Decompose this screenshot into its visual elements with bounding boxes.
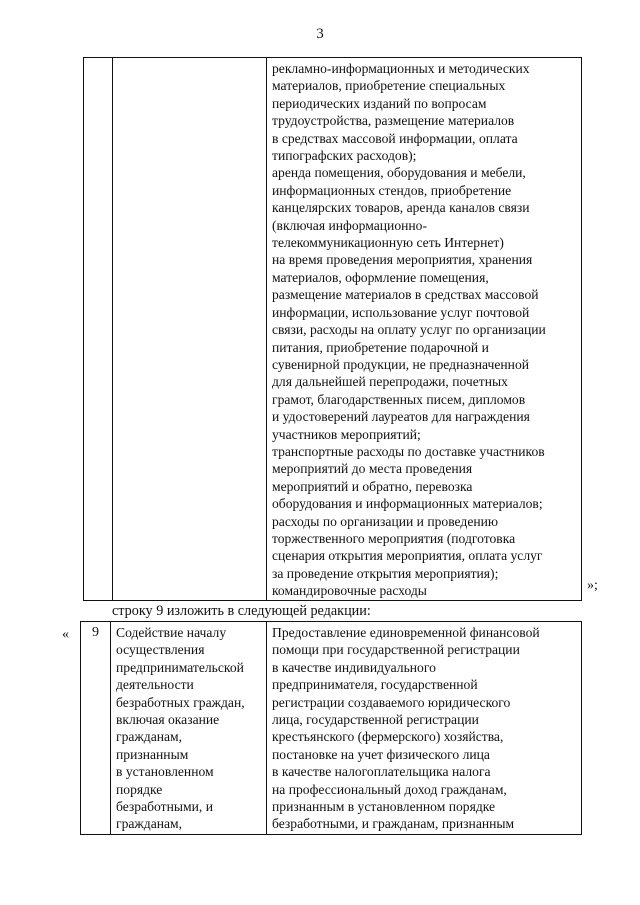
- measures-table-continued: [83, 57, 582, 601]
- measure-description: [267, 58, 581, 600]
- text-line: Содействие началу: [116, 625, 227, 640]
- text-line: мероприятий и обратно, перевозка: [272, 478, 473, 494]
- text-line: телекоммуникационную сеть Интернет): [272, 235, 504, 251]
- row-number-cell: [84, 58, 113, 601]
- amendment-instruction: строку 9 изложить в следующей редакции:: [112, 603, 371, 619]
- row-number: [84, 58, 112, 60]
- text-line: материалов, приобретение специальных: [272, 78, 506, 94]
- text-line: в средствах массовой информации, оплата: [272, 130, 518, 146]
- text-line: порядке: [116, 781, 163, 797]
- measure-name-cell: [113, 58, 267, 601]
- text-line: безработными, и: [116, 799, 213, 815]
- text-line: на профессиональный доход гражданам,: [272, 781, 507, 797]
- text-line: в установленном: [116, 764, 214, 780]
- text-line: безработных граждан,: [116, 694, 245, 710]
- text-line: грамот, благодарственных писем, дипломов: [272, 391, 526, 407]
- text-line: (включая информационно-: [272, 217, 428, 233]
- text-line: включая оказание: [116, 712, 220, 728]
- text-line: регистрации создаваемого юридического: [272, 694, 511, 710]
- text-line: и удостоверений лауреатов для награждения: [272, 409, 530, 425]
- text-line: информационных стендов, приобретение: [272, 182, 512, 198]
- text-line: осуществления: [116, 642, 205, 658]
- measure-description: [267, 622, 581, 833]
- text-line: периодических изданий по вопросам: [272, 95, 487, 111]
- text-line: постановке на учет физического лица: [272, 746, 490, 762]
- text-line: помощи при государственной регистрации: [272, 642, 520, 658]
- text-line: мероприятий до места проведения: [272, 461, 473, 477]
- text-line: расходы по организации и проведению: [272, 513, 499, 529]
- text-line: сувенирной продукции, не предназначенной: [272, 356, 530, 372]
- closing-quote: »;: [587, 578, 598, 593]
- text-line: предпринимательской: [116, 659, 244, 675]
- text-line: безработными, и гражданам, признанным: [272, 816, 515, 832]
- text-line: признанным: [116, 746, 189, 762]
- text-line: в качестве индивидуального: [272, 659, 436, 675]
- text-line: на время проведения мероприятия, хранения: [272, 252, 533, 268]
- text-line: торжественного мероприятия (подготовка: [272, 530, 516, 546]
- measure-name-cell: [111, 622, 267, 835]
- text-line: питания, приобретение подарочной и: [272, 339, 489, 355]
- text-line: участников мероприятий;: [272, 426, 421, 442]
- text-line: материалов, оформление помещения,: [272, 269, 489, 285]
- text-line: командировочные расходы: [272, 583, 427, 599]
- measure-description-cell: [267, 58, 582, 601]
- text-line: трудоустройства, размещение материалов: [272, 113, 515, 129]
- measure-description-cell: [267, 622, 582, 835]
- text-line: информации, использование услуг почтовой: [272, 304, 530, 320]
- text-line: для дальнейшей перепродажи, почетных: [272, 374, 508, 390]
- table-row: [84, 58, 582, 601]
- text-line: в качестве налогоплательщика налога: [272, 764, 491, 780]
- row-number: 9: [92, 625, 99, 640]
- text-line: признанным в установленном порядке: [272, 799, 496, 815]
- text-line: канцелярских товаров, аренда каналов связи: [272, 200, 530, 216]
- page-number: 3: [316, 26, 324, 42]
- text-line: рекламно-информационных и методических: [272, 61, 530, 76]
- text-line: предпринимателя, государственной: [272, 677, 478, 693]
- text-line: гражданам,: [116, 729, 183, 745]
- text-line: транспортные расходы по доставке участников: [272, 443, 545, 459]
- text-line: размещение материалов в средствах массовой: [272, 287, 539, 303]
- text-line: сценария открытия мероприятия, оплата услуг: [272, 548, 543, 564]
- measure-name: [113, 58, 266, 60]
- text-line: оборудования и информационных материалов;: [272, 496, 543, 512]
- text-line: лица, государственной регистрации: [272, 712, 479, 728]
- text-line: за проведение открытия мероприятия);: [272, 565, 499, 581]
- text-line: крестьянского (фермерского) хозяйства,: [272, 729, 504, 745]
- row-number-cell: [81, 622, 111, 835]
- table-row: [81, 622, 582, 835]
- opening-quote: «: [62, 627, 69, 642]
- text-line: типографских расходов);: [272, 148, 417, 164]
- text-line: связи, расходы на оплату услуг по организации: [272, 322, 546, 338]
- measure-name: [111, 622, 266, 833]
- row-9-table: [80, 621, 582, 835]
- text-line: аренда помещения, оборудования и мебели,: [272, 165, 526, 181]
- text-line: деятельности: [116, 677, 194, 693]
- text-line: Предоставление единовременной финансовой: [272, 625, 540, 640]
- text-line: гражданам,: [116, 816, 183, 832]
